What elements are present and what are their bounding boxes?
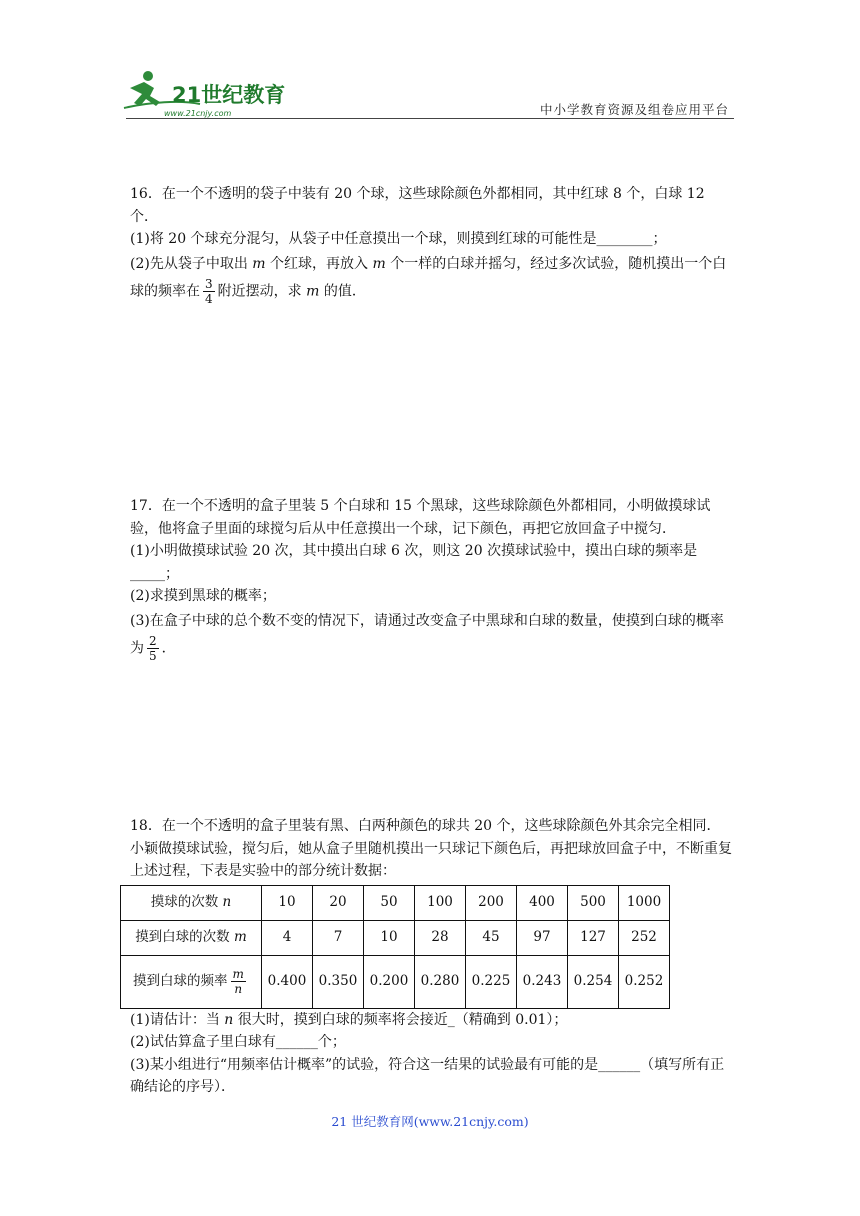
q17-part3: (3)在盒子中球的总个数不变的情况下，请通过改变盒子中黑球和白球的数量，使摸到白球的概率为 $\frac{2}{5}$ ． [130, 612, 724, 663]
q16-part1: (1)将 20 个球充分混匀，从袋子中任意摸出一个球，则摸到红球的可能性是________； [130, 231, 667, 247]
logo-url: www.21cnjy.com [164, 109, 232, 118]
q17-part1: (1)小明做摸球试验 20 次，其中摸出白球 6 次，则这 20 次摸球试验中，摸出白球的频率是_____； [130, 543, 698, 582]
page-header [0, 0, 860, 130]
question-18 [130, 815, 734, 1099]
row-header-white-frequency: 摸到白球的频率 $\frac{m}{n}$ [121, 955, 262, 1008]
table-fraction: $\frac{m}{n}$ [232, 967, 244, 996]
q17-fraction: $\frac{2}{5}$ [149, 633, 157, 663]
q16-stem: 16．在一个不透明的袋子中装有 20 个球，这些球除颜色外都相同，其中红球 8 个，白球 12 个． [130, 186, 705, 225]
q16-fraction: $\frac{3}{4}$ [205, 276, 213, 306]
table-row: 摸球的次数 n 10 20 50 100 200 400 500 1000 [121, 885, 670, 920]
row-header-white-count: 摸到白球的次数 m [121, 920, 262, 955]
q16-part2: (2)先从袋子中取出 m 个红球，再放入 m 个一样的白球并摇匀，经过多次试验，随机摸出一个白球的频率在 $\frac{3}{4}$ 附近摆动，求 m 的值． [130, 255, 727, 306]
runner-logo-icon [120, 66, 295, 124]
logo-text: 21世纪教育 [172, 83, 286, 107]
page-footer: 21 世纪教育网(www.21cnjy.com) [331, 1114, 529, 1129]
row-header-draws: 摸球的次数 n [121, 885, 262, 920]
q17-part2: (2)求摸到黑球的概率； [130, 588, 276, 604]
header-divider [126, 118, 734, 119]
q18-part2: (2)试估算盒子里白球有______个； [130, 1034, 346, 1050]
question-16 [130, 183, 734, 306]
q18-stem: 18．在一个不透明的盒子里装有黑、白两种颜色的球共 20 个，这些球除颜色外其余完全相同．小颖做摸球试验，搅匀后，她从盒子里随机摸出一只球记下颜色后，再把球放回盒子中，不断重复上述过程，下表是实验中的部分统计数据： [130, 818, 732, 879]
table-row: 摸到白球的频率 $\frac{m}{n}$ 0.400 0.350 0.200 0.280 0.225 0.243 0.254 0.252 [121, 955, 670, 1008]
stats-table [120, 885, 670, 1009]
question-17 [130, 495, 734, 663]
q18-part1: (1)请估计：当 n 很大时，摸到白球的频率将会接近_（精确到 0.01）； [130, 1011, 568, 1028]
header-tagline: 中小学教育资源及组卷应用平台 [540, 102, 730, 117]
q18-part3: (3)某小组进行“用频率估计概率”的试验，符合这一结果的试验最有可能的是______（填写所有正确结论的序号）． [130, 1056, 725, 1095]
site-logo [120, 66, 295, 124]
q17-stem: 17．在一个不透明的盒子里装 5 个白球和 15 个黑球，这些球除颜色外都相同，小明做摸球试验，他将盒子里面的球搅匀后从中任意摸出一个球，记下颜色，再把它放回盒子中搅匀． [130, 498, 711, 537]
table-row: 摸到白球的次数 m 4 7 10 28 45 97 127 252 [121, 920, 670, 955]
